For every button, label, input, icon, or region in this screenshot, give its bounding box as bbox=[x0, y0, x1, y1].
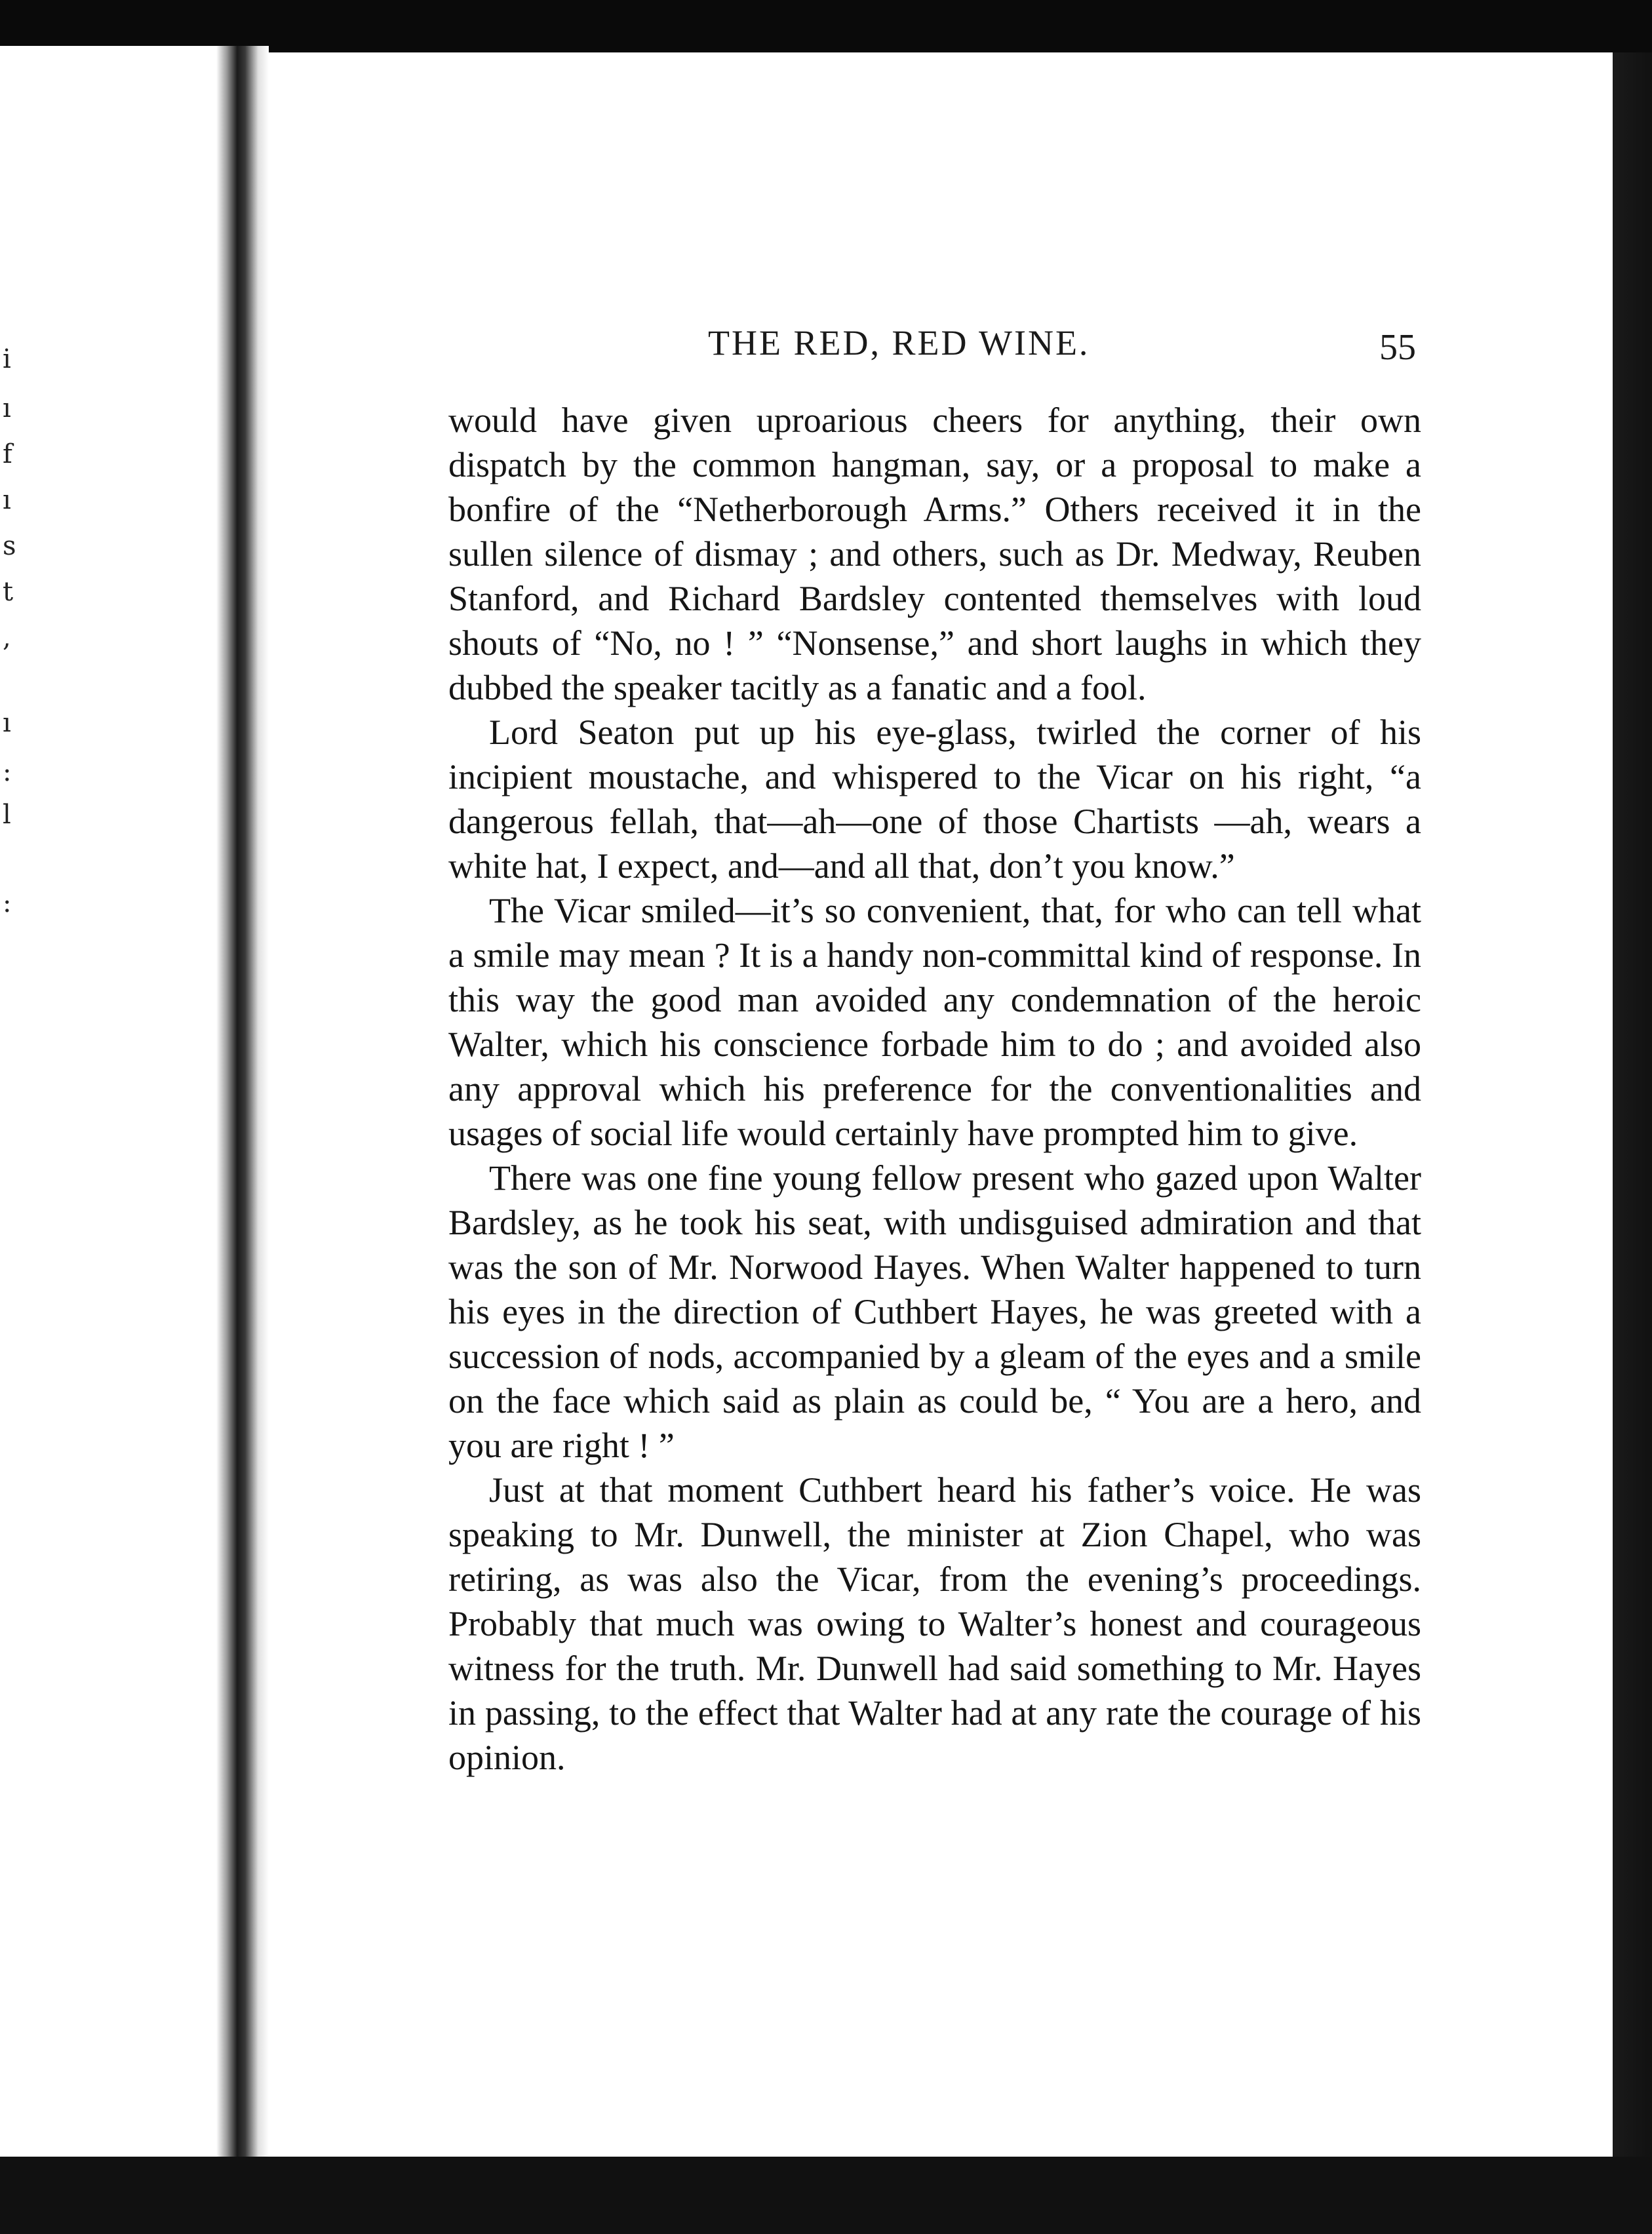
margin-fragment: f bbox=[3, 439, 12, 469]
margin-fragment: s bbox=[3, 531, 16, 561]
book-gutter bbox=[216, 46, 269, 2157]
facing-page-text-fragments bbox=[0, 46, 20, 2157]
scan-bottom-border bbox=[0, 2157, 1652, 2234]
book-page bbox=[269, 52, 1613, 2157]
margin-fragment: , bbox=[3, 623, 11, 653]
paragraph: Just at that moment Cuthbert heard his father’s voice. He was speaking to Mr. Dunwell, the minister at Zion Chapel, who was retiring, as was also the Vicar, from the evening’s proceedings. Probably that much was owing to Walter’s honest and courageous witness for the truth. Mr. Dunwell had said something to Mr. Hayes in passing, to the effect that Walter had at any rate the courage of his opinion. bbox=[448, 1470, 1421, 1777]
margin-fragment: ı bbox=[3, 485, 11, 515]
paragraph: would have given uproarious cheers for anything, their own dispatch by the common hangman, say, or a proposal to make a bonfire of the “Netherborough Arms.” Others received it in the sullen silence of dismay ; and others, such as Dr. Medway, Reuben Stanford, and Richard Bardsley contented themselves with loud shouts of “No, no ! ” “Nonsense,” and short laughs in which they dubbed the speaker tacitly as a fanatic and a fool. bbox=[448, 401, 1421, 707]
margin-fragment: ı bbox=[3, 708, 11, 738]
margin-fragment: t bbox=[3, 577, 14, 607]
margin-fragment: l bbox=[3, 800, 11, 830]
page-number: 55 bbox=[1379, 327, 1416, 368]
body-text bbox=[448, 398, 1421, 1780]
margin-fragment: : bbox=[3, 757, 12, 787]
margin-fragment: ı bbox=[3, 393, 11, 423]
running-title: THE RED, RED WINE. bbox=[708, 323, 1090, 363]
paragraph: There was one fine young fellow present who gazed upon Walter Bardsley, as he took his seat, with undisguised admiration and that was the son of Mr. Norwood Hayes. When Walter happened to turn his eyes in the direction of Cuthbert Hayes, he was greeted with a succession of nods, accompanied by a gleam of the eyes and a smile on the face which said as plain as could be, “ You are a hero, and you are right ! ” bbox=[448, 1158, 1421, 1465]
running-head bbox=[269, 249, 1613, 368]
paragraph: The Vicar smiled—it’s so convenient, that, for who can tell what a smile may mean ? It is a handy non-committal kind of response. In this way the good man avoided any condemnation of the heroic Walter, which his conscience forbade him to do ; and avoided also any approval which his preference for the conventionalities and usages of social life would certainly have prompted him to give. bbox=[448, 891, 1421, 1153]
margin-fragment: i bbox=[3, 344, 11, 374]
page-edge-shadow bbox=[1613, 52, 1652, 2157]
paragraph: Lord Seaton put up his eye-glass, twirled the corner of his incipient moustache, and whispered to the Vicar on his right, “a dangerous fellah, that—ah—one of those Chartists —ah, wears a white hat, I expect, and—and all that, don’t you know.” bbox=[448, 713, 1421, 886]
facing-page-edge bbox=[0, 46, 216, 2157]
margin-fragment: : bbox=[3, 888, 12, 918]
